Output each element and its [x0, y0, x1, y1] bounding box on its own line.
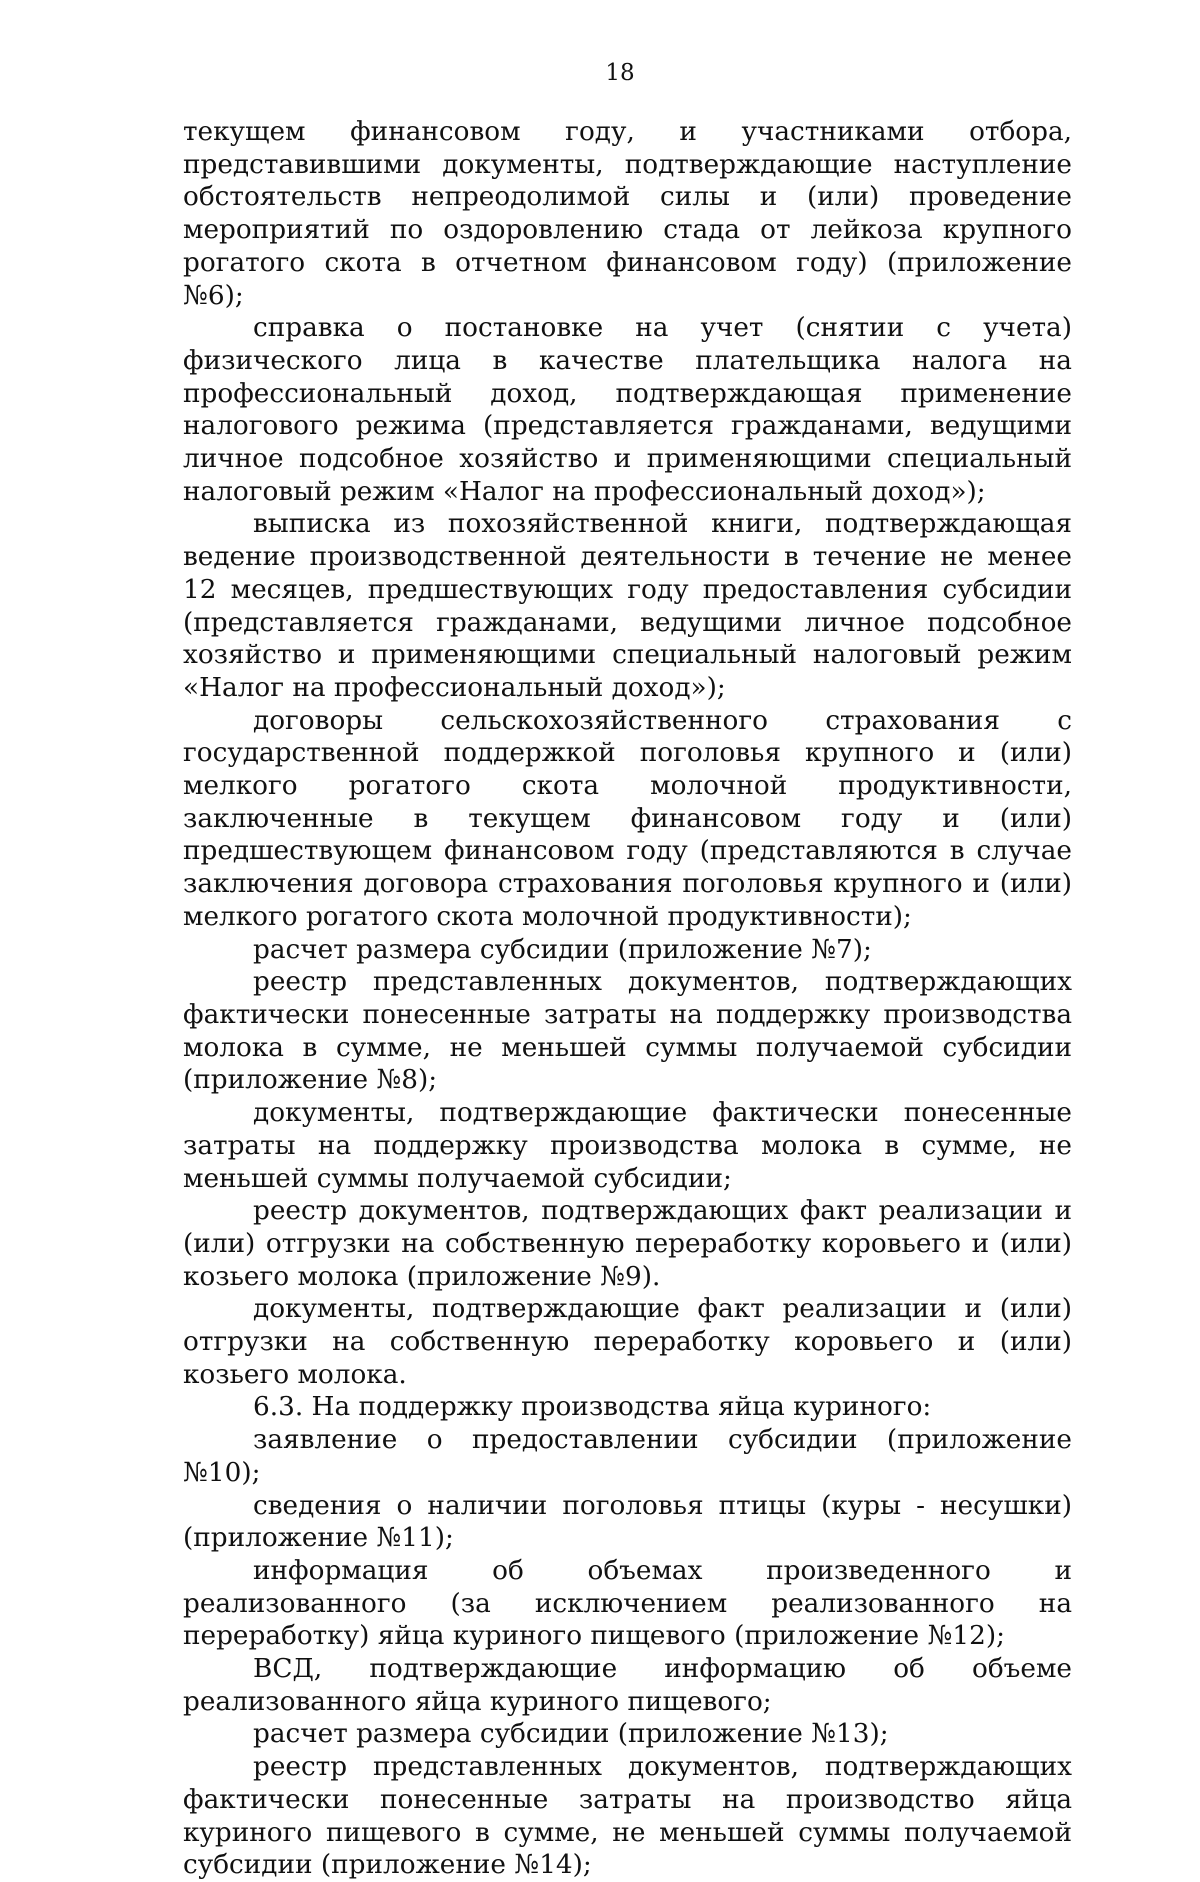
paragraph-egg-volumes-12: информация об объемах произведенного и реализованного (за исключением реализованного на переработку) яйца куриного пищевого (приложение №12);	[183, 1555, 1072, 1652]
paragraph-vsd-egg: ВСД, подтверждающие информацию об объеме реализованного яйца куриного пищевого;	[183, 1654, 1072, 1717]
paragraph-sales-registry-9: реестр документов, подтверждающих факт реализации и (или) отгрузки на собственную переработку коровьего и (или) козьего молока (приложение №9).	[183, 1196, 1072, 1292]
paragraph-cost-registry-8: реестр представленных документов, подтверждающих фактически понесенные затраты на поддержку производства молока в сумме, не меньшей суммы получаемой субсидии (приложение №8);	[183, 967, 1072, 1096]
paragraph-subsidy-calculation-7: расчет размера субсидии (приложение №7);	[253, 934, 872, 965]
paragraph-poultry-livestock-11: сведения о наличии поголовья птицы (куры - несушки) (приложение №11);	[183, 1490, 1072, 1554]
paragraph-application-10: заявление о предоставлении субсидии (приложение №10);	[183, 1425, 1072, 1488]
section-heading-6-3: 6.3. На поддержку производства яйца куриного:	[253, 1392, 932, 1423]
paragraph-cost-registry-14: реестр представленных документов, подтверждающих фактически понесенные затраты на производство яйца куриного пищевого в сумме, не меньшей суммы получаемой субсидии (приложение №14);	[183, 1752, 1072, 1881]
paragraph-sales-documents-milk: документы, подтверждающие факт реализации и (или) отгрузки на собственную переработку коровьего и (или) козьего молока.	[183, 1294, 1072, 1390]
paragraph-cost-documents-milk: документы, подтверждающие фактически понесенные затраты на поддержку производства молока в сумме, не меньшей суммы получаемой субсидии;	[183, 1098, 1072, 1194]
paragraph-insurance-contracts: договоры сельскохозяйственного страхования с государственной поддержкой поголовья крупного и (или) мелкого рогатого скота молочной продуктивности, заключенные в текущем финансовом году и (или) предшествующем финансовом году (представляются в случае заключения договора страхования поголовья крупного и (или) мелкого рогатого скота молочной продуктивности);	[183, 705, 1072, 932]
paragraph-household-book-extract: выписка из похозяйственной книги, подтверждающая ведение производственной деятельности в течение не менее 12 месяцев, предшествующих году предоставления субсидии (представляется гражданами, ведущими личное подсобное хозяйство и применяющими специальный налоговый режим «Налог на профессиональный доход»);	[183, 509, 1072, 703]
paragraph-tax-registration-certificate: справка о постановке на учет (снятии с учета) физического лица в качестве плательщика налога на профессиональный доход, подтверждающая применение налогового режима (представляется гражданами, ведущими личное подсобное хозяйство и применяющими специальный налоговый режим «Налог на профессиональный доход»);	[183, 313, 1072, 507]
paragraph-continuation: текущем финансовом году, и участниками отбора, представившими документы, подтверждающие наступление обстоятельств непреодолимой силы и (или) проведение мероприятий по оздоровлению стада от лейкоза крупного рогатого скота в отчетном финансовом году) (приложение №6);	[183, 117, 1072, 311]
page-number: 18	[605, 60, 635, 86]
paragraph-subsidy-calculation-13: расчет размера субсидии (приложение №13);	[253, 1719, 889, 1750]
document-body	[183, 116, 1072, 1882]
